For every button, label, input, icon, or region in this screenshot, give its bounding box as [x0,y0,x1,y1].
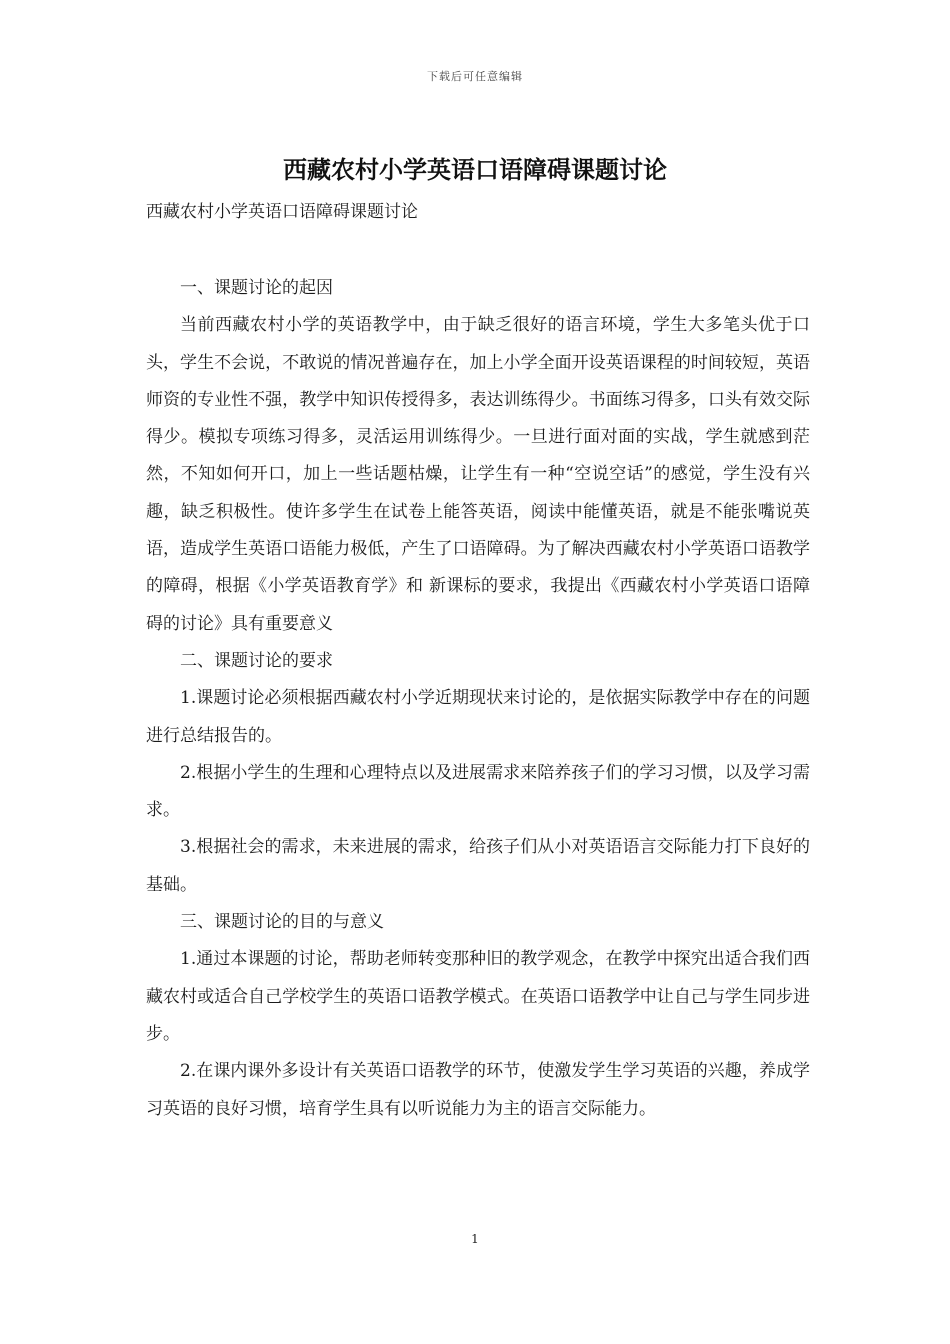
page-number: 1 [471,1232,479,1246]
body-paragraph: 1.课题讨论必须根据西藏农村小学近期现状来讨论的，是依据实际教学中存在的问题进行总结报告的。 [146,688,810,746]
body-paragraph: 2.根据小学生的生理和心理特点以及进展需求来陪养孩子们的学习习惯，以及学习需求。 [146,762,810,821]
document-title: 西藏农村小学英语口语障碍课题讨论 [283,155,667,184]
section-heading-3: 三、课题讨论的目的与意义 [180,912,384,933]
document-body [146,270,810,1128]
body-paragraph: 3.根据社会的需求，未来进展的需求，给孩子们从小对英语语言交际能力打下良好的基础。 [146,837,810,895]
section-heading-1: 一、课题讨论的起因 [180,278,333,298]
header-note: 下载后可任意编辑 [427,70,523,83]
document-subtitle: 西藏农村小学英语口语障碍课题讨论 [146,202,418,222]
section-heading-2: 二、课题讨论的要求 [180,650,333,671]
body-paragraph: 2.在课内课外多设计有关英语口语教学的环节，使激发学生学习英语的兴趣，养成学习英语的良好习惯，培育学生具有以听说能力为主的语言交际能力。 [146,1061,810,1119]
body-paragraph: 1.通过本课题的讨论，帮助老师转变那种旧的教学观念，在教学中探究出适合我们西藏农村或适合自己学校学生的英语口语教学模式。在英语口语教学中让自己与学生同步进步。 [146,949,810,1044]
body-paragraph: 当前西藏农村小学的英语教学中，由于缺乏很好的语言环境，学生大多笔头优于口头，学生不会说，不敢说的情况普遍存在，加上小学全面开设英语课程的时间较短，英语师资的专业性不强，教学中知识传授得多，表达训练得少。书面练习得多，口头有效交际得少。模拟专项练习得多，灵活运用训练得少。一旦进行面对面的实战，学生就感到茫然，不知如何开口，加上一些话题枯燥，让学生有一种“空说空话”的感觉，学生没有兴趣，缺乏积极性。使许多学生在试卷上能答英语，阅读中能懂英语，就是不能张嘴说英语，造成学生英语口语能力极低，产生了口语障碍。为了解决西藏农村小学英语口语教学的障碍，根据《小学英语教育学》和 新课标的要求，我提出《西藏农村小学英语口语障碍的讨论》具有重要意义 [146,315,810,634]
